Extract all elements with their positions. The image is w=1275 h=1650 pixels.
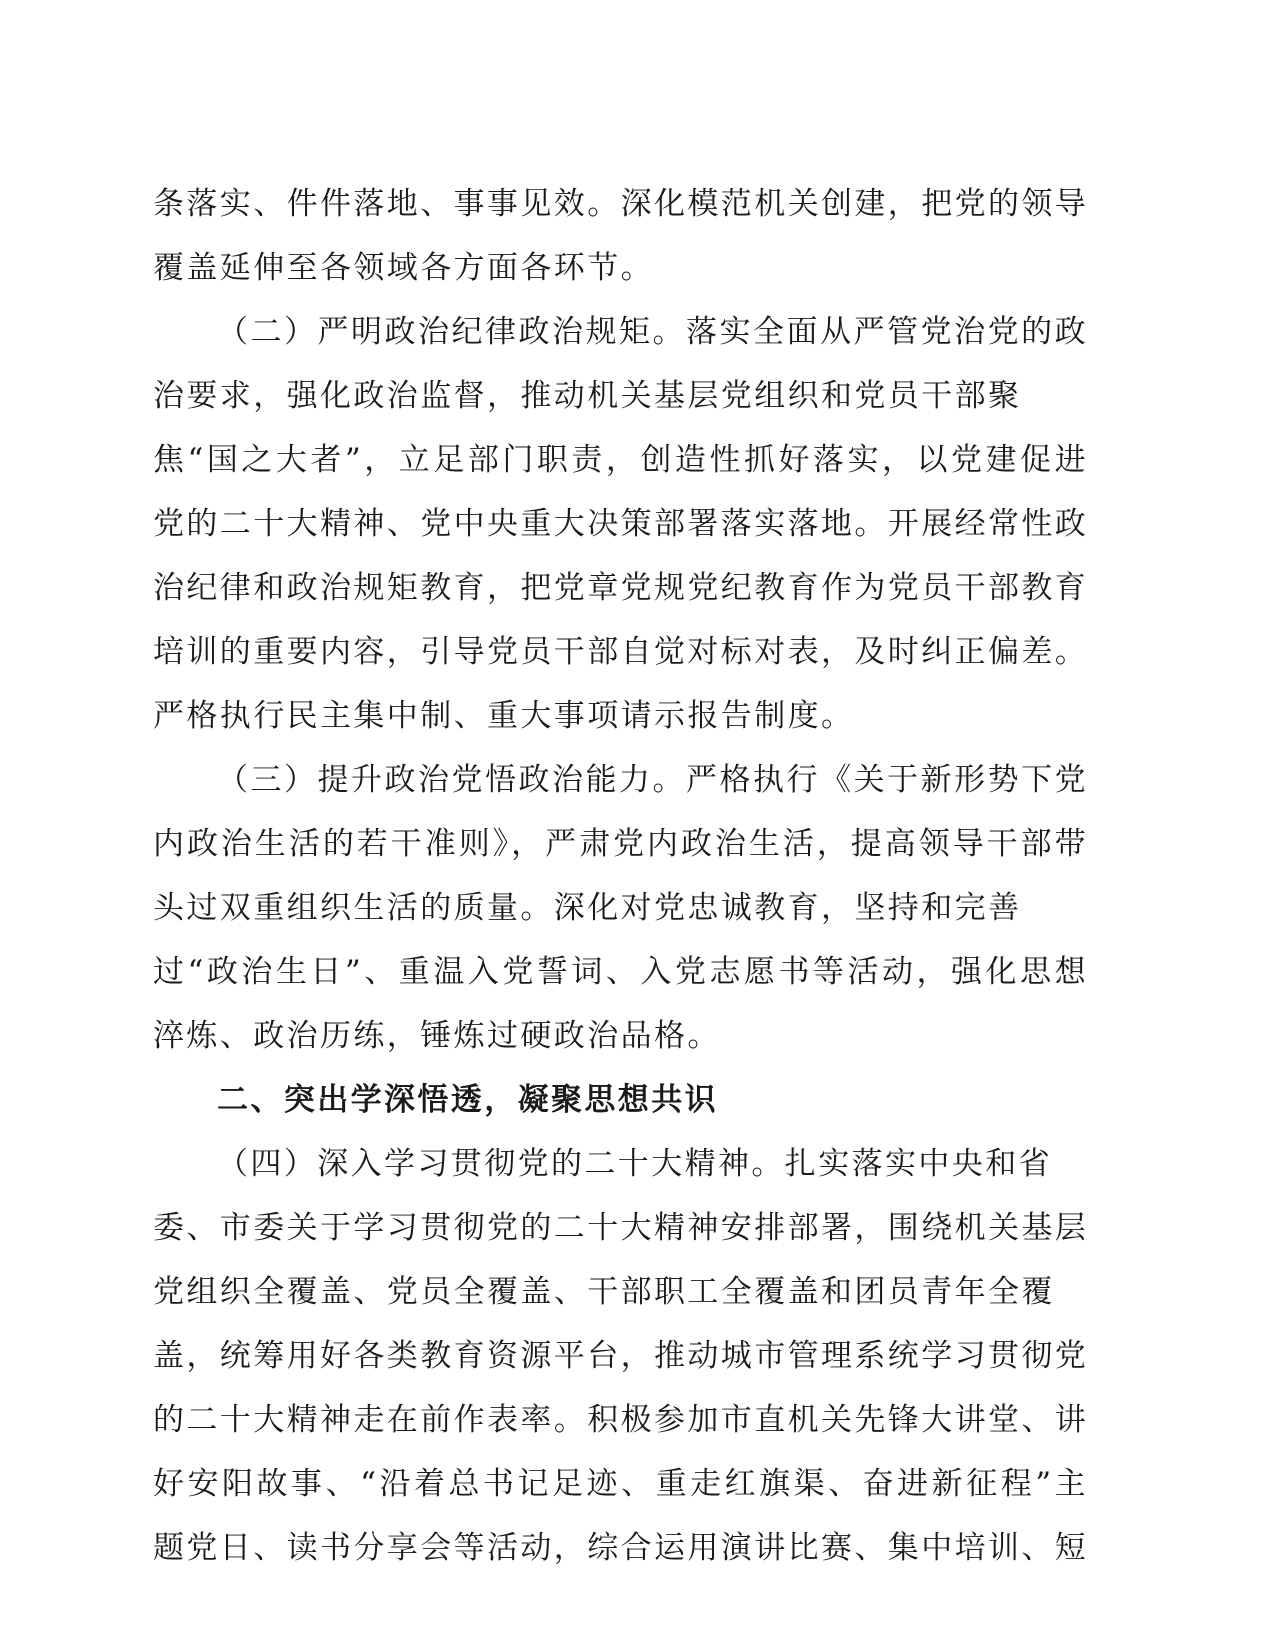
text-line: 培训的重要内容，引导党员干部自觉对标对表，及时纠正偏差。: [153, 634, 1089, 670]
text-line: 内政治生活的若干准则》，严肃党内政治生活，提高领导干部带: [153, 826, 1088, 862]
text-line: 党组织全覆盖、党员全覆盖、干部职工全覆盖和团员青年全覆: [153, 1274, 1055, 1310]
text-line: 过“政治生日”、重温入党誓词、入党志愿书等活动，强化思想: [153, 954, 1088, 990]
text-line: 题党日、读书分享会等活动，综合运用演讲比赛、集中培训、短: [153, 1530, 1089, 1566]
text-line: 好安阳故事、“沿着总书记足迹、重走红旗渠、奋进新征程”主: [153, 1466, 1088, 1502]
text-line: 淬炼、政治历练，锤炼过硬政治品格。: [153, 1018, 721, 1054]
text-line: 头过双重组织生活的质量。深化对党忠诚教育，坚持和完善: [153, 890, 1022, 926]
text-line: 治纪律和政治规矩教育，把党章党规党纪教育作为党员干部教育: [153, 570, 1089, 606]
text-line: 覆盖延伸至各领域各方面各环节。: [153, 250, 654, 286]
document-body: [153, 172, 1088, 1580]
text-line: 条落实、件件落地、事事见效。深化模范机关创建，把党的领导: [153, 186, 1089, 222]
text-line: 的二十大精神走在前作表率。积极参加市直机关先锋大讲堂、讲: [153, 1402, 1089, 1438]
text-line: 焦“国之大者”，立足部门职责，创造性抓好落实，以党建促进: [153, 442, 1088, 478]
text-line: 盖，统筹用好各类教育资源平台，推动城市管理系统学习贯彻党: [153, 1338, 1089, 1374]
paragraph-4-heading-line: （四）深入学习贯彻党的二十大精神。扎实落实中央和省: [217, 1146, 1052, 1182]
text-line: 党的二十大精神、党中央重大决策部署落实落地。开展经常性政: [153, 506, 1089, 542]
text-line: 委、市委关于学习贯彻党的二十大精神安排部署，围绕机关基层: [153, 1210, 1089, 1246]
text-line: 治要求，强化政治监督，推动机关基层党组织和党员干部聚: [153, 378, 1022, 414]
section-heading: 二、突出学深悟透，凝聚思想共识: [217, 1082, 718, 1118]
text-line: 严格执行民主集中制、重大事项请示报告制度。: [153, 698, 855, 734]
paragraph-2-heading-line: （二）严明政治纪律政治规矩。落实全面从严管党治党的政: [217, 314, 1088, 350]
paragraph-3-heading-line: （三）提升政治党悟政治能力。严格执行《关于新形势下党: [217, 762, 1088, 798]
